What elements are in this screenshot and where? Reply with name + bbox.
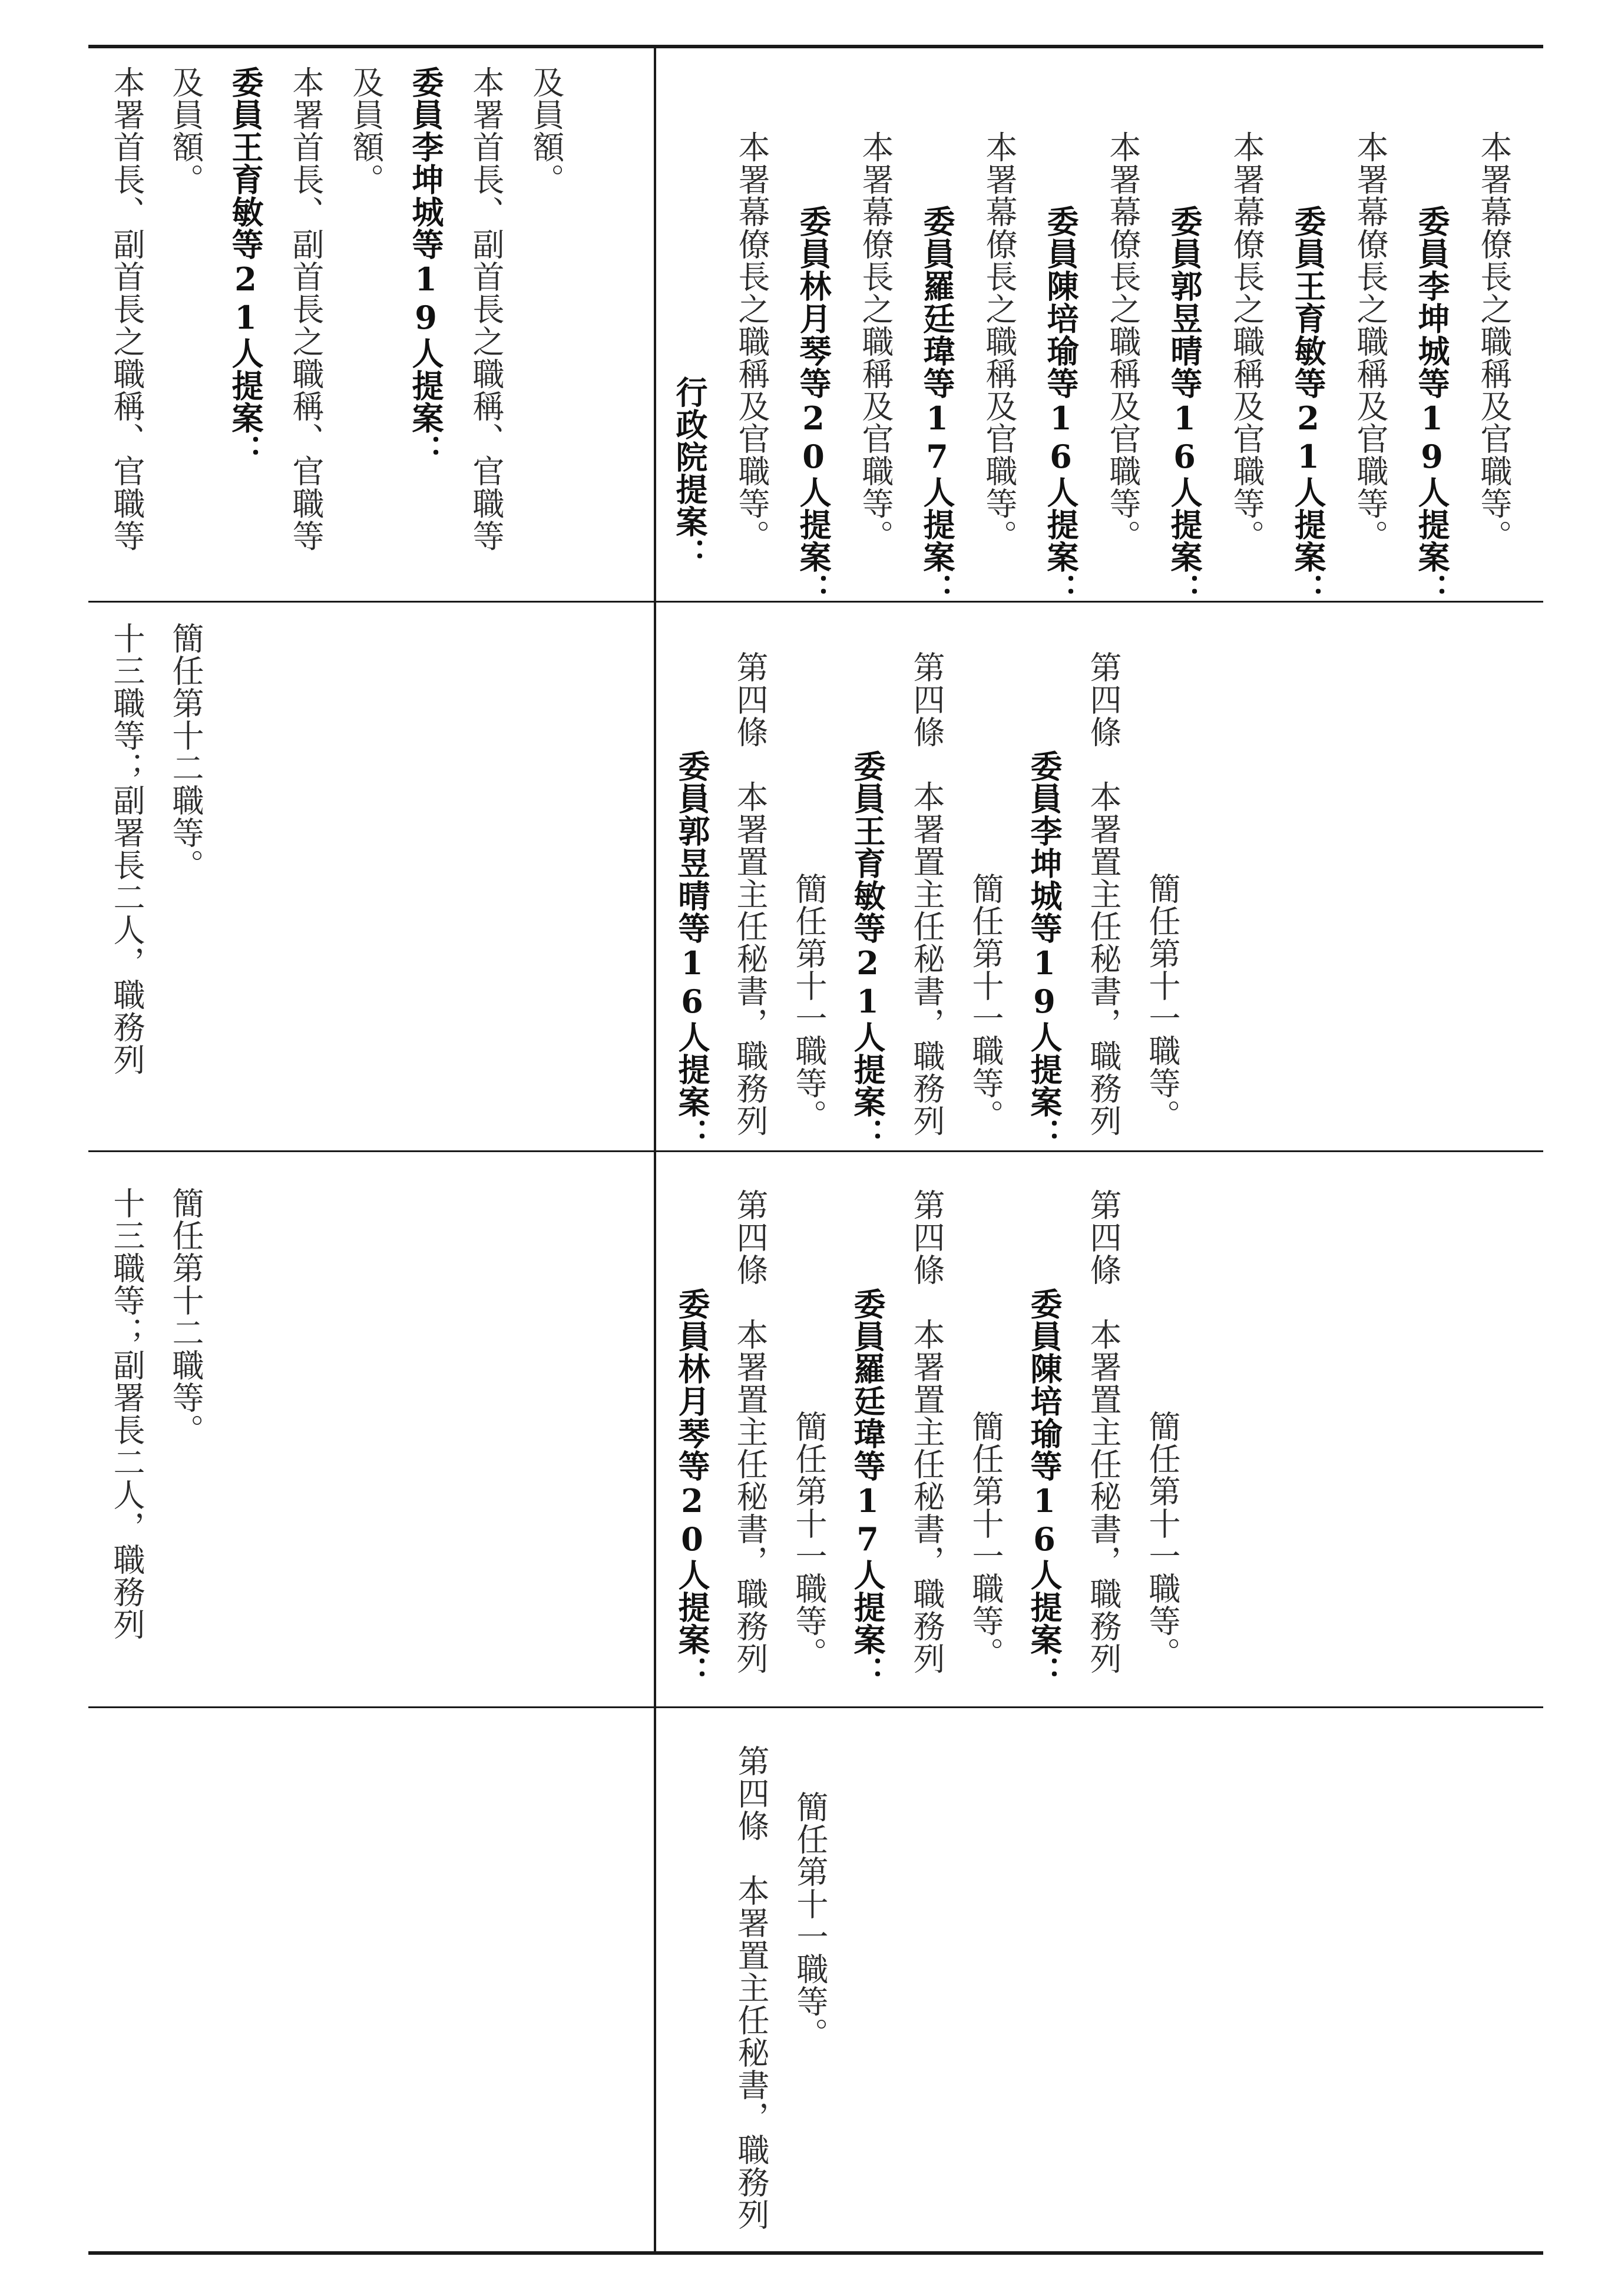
proposer-heading: 委員王育敏等21人提案： — [849, 750, 886, 1150]
proposer-heading: 行政院提案： — [671, 376, 709, 570]
proposer-heading: 委員林月琴等20人提案： — [795, 205, 832, 606]
text-line: 十三職等；副署長二人，職務列 — [108, 1187, 145, 1640]
text-line: 及員額。 — [348, 66, 385, 196]
top-row-cell-4 — [88, 48, 654, 601]
text-line: 本署幕僚長之職稱及官職等。 — [857, 131, 894, 552]
text-line: 第四條 本署置主任秘書，職務列 — [732, 651, 769, 1137]
text-line: 簡任第十一職等。 — [792, 1791, 829, 2050]
text-line: 本署幕僚長之職稱及官職等。 — [1228, 131, 1265, 552]
text-line: 本署幕僚長之職稱及官職等。 — [1104, 131, 1142, 552]
text-line: 及員額。 — [528, 66, 565, 196]
proposer-heading: 委員林月琴等20人提案： — [673, 1288, 711, 1688]
text-line: 十三職等；副署長二人，職務列 — [108, 622, 145, 1076]
proposer-heading: 委員陳培瑜等16人提案： — [1025, 1288, 1063, 1688]
proposer-heading: 委員王育敏等21人提案： — [1289, 205, 1327, 606]
proposer-heading: 委員李坤城等19人提案： — [1025, 750, 1063, 1150]
text-line: 本署首長、副首長之職稱、官職等 — [287, 66, 325, 552]
proposer-heading: 委員羅廷瑋等17人提案： — [849, 1288, 886, 1688]
text-line: 本署幕僚長之職稱及官職等。 — [1475, 131, 1513, 552]
text-line: 第四條 本署置主任秘書，職務列 — [1085, 651, 1122, 1137]
text-line: 第四條 本署置主任秘書，職務列 — [733, 1745, 770, 2231]
text-line: 簡任第十二職等。 — [167, 622, 204, 881]
text-line: 及員額。 — [167, 66, 204, 196]
text-line: 本署首長、副首長之職稱、官職等 — [108, 66, 145, 552]
text-line: 簡任第十一職等。 — [790, 1410, 828, 1669]
text-line: 本署幕僚長之職稱及官職等。 — [733, 131, 770, 552]
text-line: 簡任第十一職等。 — [1144, 1410, 1181, 1669]
proposer-heading: 委員羅廷瑋等17人提案： — [918, 205, 956, 606]
text-line: 簡任第十二職等。 — [167, 1187, 204, 1446]
bottom-row-cell-4 — [656, 48, 1543, 606]
proposer-heading: 委員李坤城等19人提案： — [1413, 205, 1451, 606]
bottom-row-cell-1 — [656, 1708, 1543, 2251]
text-line: 簡任第十一職等。 — [790, 872, 828, 1132]
proposer-heading: 委員陳培瑜等16人提案： — [1042, 205, 1080, 606]
text-line: 簡任第十一職等。 — [967, 872, 1004, 1132]
proposer-heading: 委員郭昱晴等16人提案： — [673, 750, 711, 1150]
text-line: 本署幕僚長之職稱及官職等。 — [1352, 131, 1389, 552]
text-line: 簡任第十一職等。 — [967, 1410, 1004, 1669]
text-line: 第四條 本署置主任秘書，職務列 — [908, 651, 945, 1137]
text-line: 第四條 本署置主任秘書，職務列 — [1085, 1189, 1122, 1675]
proposer-heading: 委員王育敏等21人提案： — [227, 66, 264, 467]
text-line: 本署首長、副首長之職稱、官職等 — [468, 66, 505, 552]
text-line: 第四條 本署置主任秘書，職務列 — [732, 1189, 769, 1675]
top-row-cell-3 — [88, 601, 654, 1150]
text-line: 第四條 本署置主任秘書，職務列 — [908, 1189, 945, 1675]
proposer-heading: 委員郭昱晴等16人提案： — [1166, 205, 1203, 606]
bottom-row-cell-3 — [656, 603, 1543, 1150]
bottom-row-cell-2 — [656, 1152, 1543, 1706]
proposer-heading: 委員李坤城等19人提案： — [407, 66, 445, 467]
text-line: 簡任第十一職等。 — [1144, 872, 1181, 1132]
top-row-cell-2 — [88, 1150, 654, 1706]
table-bottom-border — [88, 2251, 1543, 2255]
text-line: 本署幕僚長之職稱及官職等。 — [981, 131, 1018, 552]
